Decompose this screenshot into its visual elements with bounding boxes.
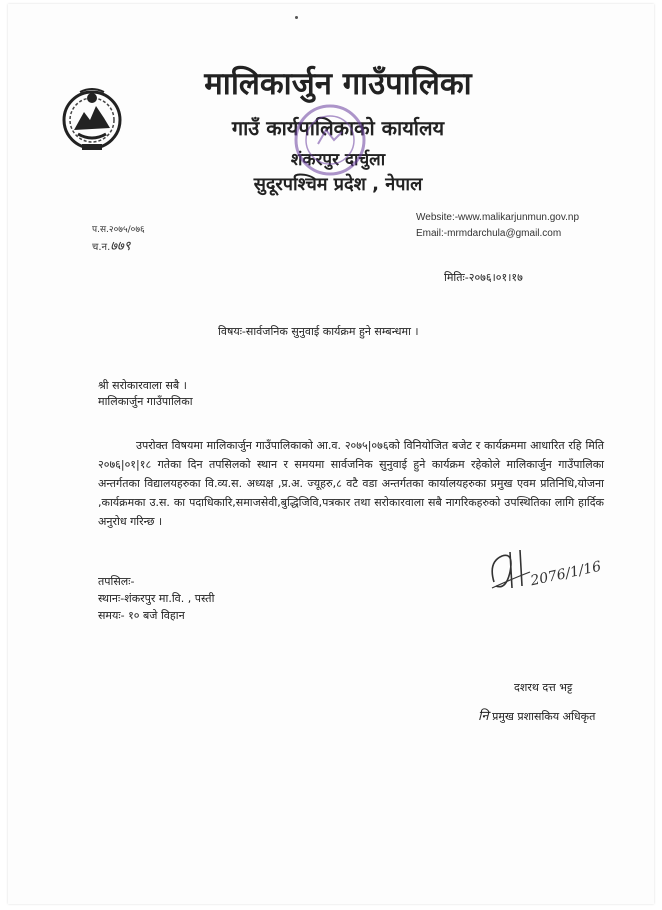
fiscal-year-ref: प.स.२०७५/०७६: [92, 225, 145, 235]
letter-page: [8, 4, 654, 904]
office-location: शंकरपुर दार्चुला: [290, 150, 386, 170]
letter-subject: विषयः-सार्वजनिक सुनुवाई कार्यक्रम हुने सम्बन्धमा ।: [218, 325, 419, 338]
letter-date: मितिः-२०७६।०१।१७: [444, 271, 523, 284]
signature-date: 2076/1/16: [529, 558, 603, 590]
signer-title-prefix: नि: [478, 709, 489, 724]
signer-title: [478, 706, 595, 724]
signer-title-text: प्रमुख प्रशासकिय अधिकृत: [492, 710, 596, 723]
province-name: सुदूरपश्चिम प्रदेश , नेपाल: [253, 174, 423, 195]
addressee-line-2: मालिकार्जुन गाउँपालिका: [98, 395, 193, 408]
details-heading: तपसिलः-: [98, 575, 135, 588]
addressee-line-1: श्री सरोकारवाला सबै ।: [98, 379, 187, 392]
email-text: Email:-mrmdarchula@gmail.com: [416, 228, 562, 239]
office-stamp-icon: [290, 100, 370, 180]
website-text: Website:-www.malikarjunmun.gov.np: [416, 212, 580, 223]
venue-text: स्थानः-शंकरपुर मा.वि. , पस्ती: [98, 592, 215, 605]
letter-body: उपरोक्त विषयमा मालिकार्जुन गाउँपालिकाको आ.व. २०७५|०७६को विनियोजित बजेट र कार्यक्रममा आधारित रहि मिति २०७६|०१|१८ गतेका दिन तपसिलको स्थान र समयमा सार्वजनिक सुनुवाई हुने कार्यक्रम रहेकोले मालिकार्जुन गाउँपालिका अन्तर्गतका विद्यालयहरुका वि.व्य.स. अध्यक्ष ,प्र.अ. ज्यूहरु,८ वटै वडा अन्तर्गतका कार्यालयहरुका प्रमुख एवम प्रतिनिधि,योजना ,कार्यक्रमका उ.स. का पदाधिकारि,समाजसेवी,बुद्धिजिवि,पत्रकार तथा सरोकारवाला सबै नागरिकहरुको उपस्थितिका लागि हार्दिक अनुरोध गरिन्छ ।: [98, 439, 604, 528]
time-text: समयः- १० बजे विहान: [98, 609, 185, 622]
dispatch-label: च.न.: [92, 242, 111, 253]
municipality-title: मालिकार्जुन गाउँपालिका: [204, 66, 472, 102]
dispatch-number: ७७९: [110, 239, 131, 254]
signer-name: दशरथ दत्त भट्ट: [514, 681, 573, 694]
nepal-emblem-icon: [60, 84, 124, 156]
dispatch-ref: [92, 236, 131, 254]
scan-speck: [295, 16, 298, 19]
office-name: गाउँ कार्यपालिकाको कार्यालय: [231, 116, 445, 140]
